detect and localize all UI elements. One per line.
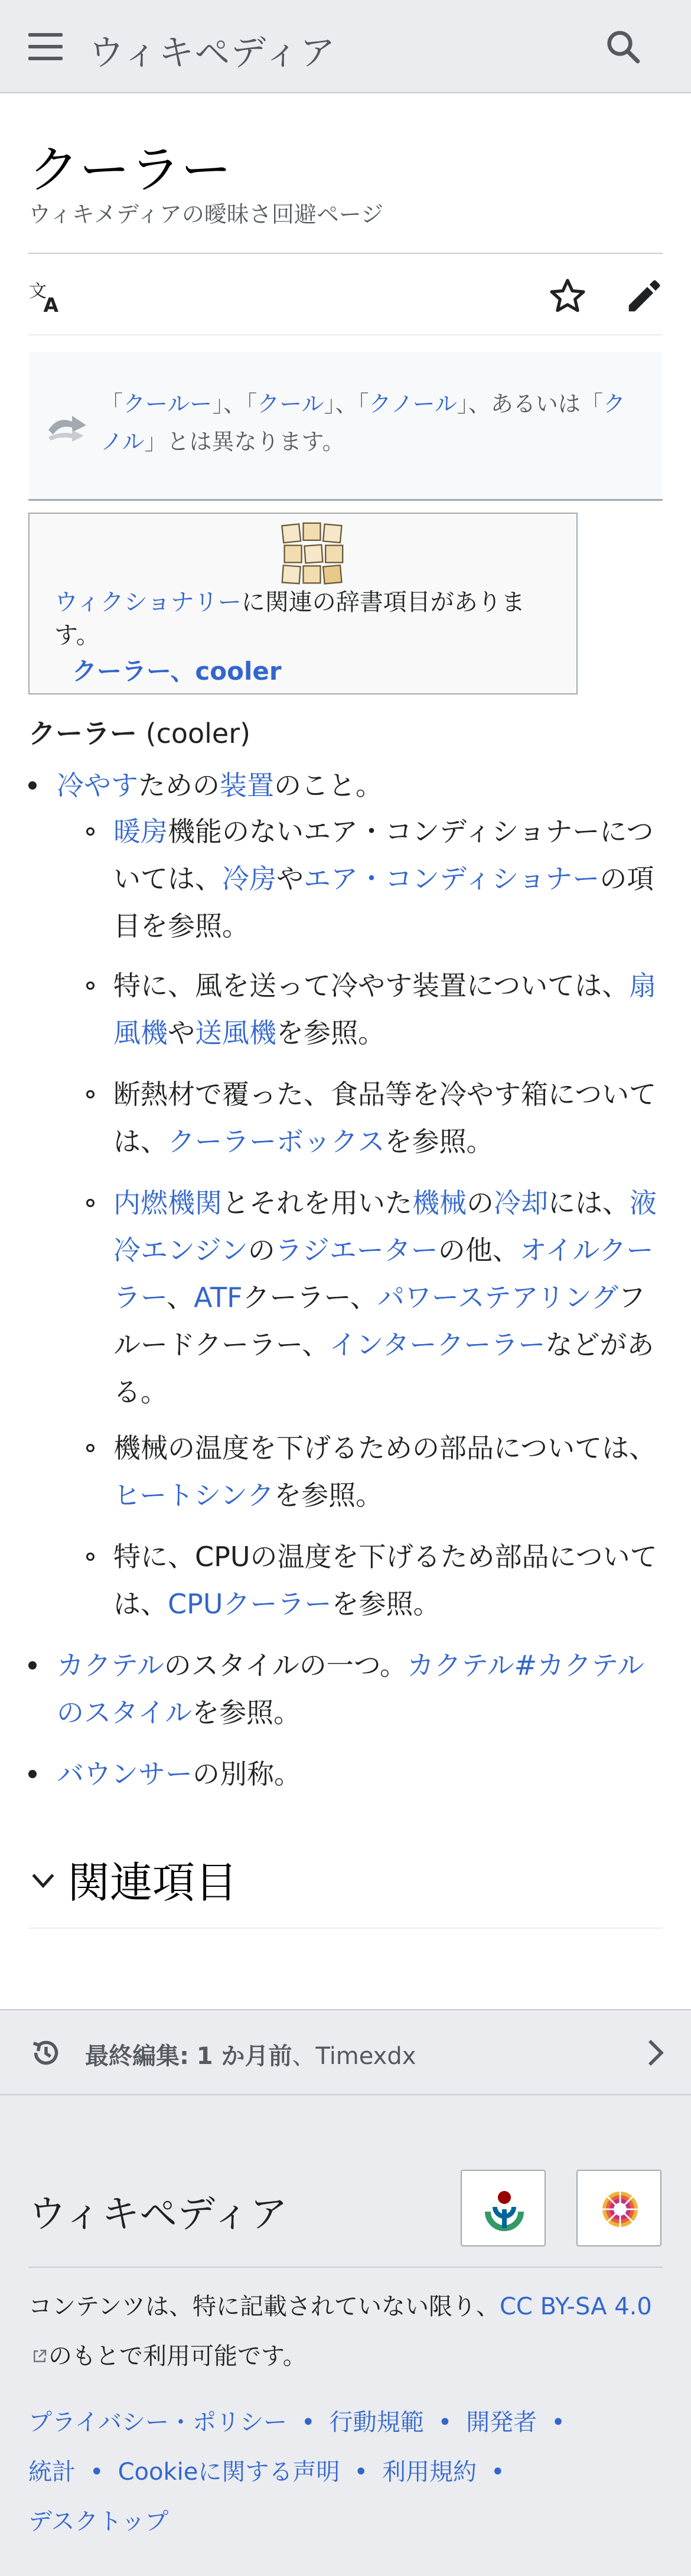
footer (0, 2095, 691, 2576)
link-hiyasu[interactable]: 冷やす (57, 769, 138, 801)
footer-link-terms[interactable]: 利用規約 (382, 2458, 477, 2486)
link-oil-cooler[interactable]: オイルクーラー (113, 1234, 654, 1313)
link-liquid-cooled-engine[interactable]: 液冷エンジン (113, 1187, 657, 1266)
list-item: 特に、風を送って冷やす装置については、扇風機や送風機を参照。 (113, 970, 657, 1049)
footer-link-desktop[interactable]: デスクトップ (28, 2508, 169, 2535)
lead-sentence: クーラー (cooler) (28, 718, 251, 749)
list-item: 暖房機能のないエア・コンディショナーについては、冷房やエア・コンディショナーの項目を参照。 (113, 816, 654, 942)
bullet (28, 781, 37, 790)
section-heading-related[interactable]: 関連項目 (67, 1858, 238, 1907)
separator-dot: • (551, 2409, 565, 2436)
wiktionary-terms: クーラー、cooler (72, 657, 282, 686)
wiktionary-box (28, 513, 578, 694)
bullet (86, 1553, 94, 1561)
link-knoru[interactable]: クノル (100, 391, 625, 455)
link-souchi[interactable]: 装置 (220, 769, 274, 801)
svg-text:A: A (43, 293, 59, 317)
wiktionary-term-cooler-en[interactable]: cooler (195, 657, 282, 686)
link-knorr[interactable]: クノール (369, 391, 457, 417)
footer-link-code-of-conduct[interactable]: 行動規範 (329, 2409, 424, 2436)
list-item: 特に、CPUの温度を下げるため部品については、CPUクーラーを参照。 (113, 1541, 657, 1620)
mediawiki-badge[interactable] (576, 2170, 661, 2246)
link-nainen-kikan[interactable]: 内燃機関 (113, 1187, 222, 1219)
bullet (86, 1090, 94, 1098)
separator-dot: • (90, 2458, 104, 2486)
disambiguation-arrows-icon (46, 406, 89, 444)
divider (28, 1928, 663, 1929)
page-subtitle: ウィキメディアの曖昧さ回避ページ (28, 201, 384, 227)
link-reikyaku[interactable]: 冷却 (494, 1187, 548, 1219)
chevron-down-icon[interactable] (28, 1865, 58, 1894)
link-reibou[interactable]: 冷房 (222, 863, 276, 895)
disambiguation-hatnote (28, 352, 663, 501)
search-icon[interactable] (604, 27, 643, 66)
list-item: 内燃機関とそれを用いた機械の冷却には、液冷エンジンのラジエーターの他、オイルクーラー、ATFクーラー、パワーステアリングフルードクーラー、インタークーラーなどがある。 (113, 1187, 657, 1408)
link-cocktail[interactable]: カクテル (57, 1649, 164, 1681)
history-icon (28, 2035, 64, 2070)
license-notice: コンテンツは、特に記載されていない限り、CC BY-SA 4.0のもとで利用可能です。 (28, 2293, 652, 2370)
site-brand[interactable]: ウィキペディア (89, 32, 336, 74)
list-item: バウンサーの別称。 (57, 1758, 301, 1790)
bullet (28, 1770, 37, 1778)
link-kikai[interactable]: 機械 (412, 1187, 467, 1219)
list-item: 機械の温度を下げるための部品については、ヒートシンクを参照。 (113, 1432, 657, 1511)
link-danbou[interactable]: 暖房 (113, 816, 168, 847)
separator-dot: • (354, 2458, 368, 2486)
bullet (86, 982, 94, 990)
pencil-icon[interactable] (624, 275, 665, 317)
link-atf[interactable]: ATF (194, 1282, 243, 1313)
list-item: 冷やすための装置のこと。 (57, 769, 383, 801)
mediawiki-icon (597, 2186, 644, 2233)
link-heatsink[interactable]: ヒートシンク (113, 1479, 275, 1511)
top-bar (0, 0, 691, 93)
last-edited-text: 最終編集: 1 か月前、Timexdx (85, 2043, 416, 2070)
separator-dot: • (438, 2409, 452, 2436)
last-edited-bar[interactable] (0, 2009, 691, 2095)
link-senpuuki[interactable]: 扇風機 (113, 970, 657, 1049)
link-cpu-cooler[interactable]: CPUクーラー (168, 1588, 332, 1620)
link-intercooler[interactable]: インタークーラー (329, 1329, 546, 1361)
divider (28, 253, 663, 254)
footer-link-developers[interactable]: 開発者 (466, 2409, 537, 2436)
hamburger-menu-icon[interactable] (28, 33, 63, 60)
link-bouncer[interactable]: バウンサー (57, 1758, 193, 1790)
footer-link-privacy[interactable]: プライバシー・ポリシー (28, 2409, 287, 2436)
separator-dot: • (490, 2458, 505, 2486)
chevron-right-icon (638, 2035, 673, 2070)
bullet (86, 1199, 94, 1207)
list-item: カクテルのスタイルの一つ。カクテル#カクテルのスタイルを参照。 (57, 1649, 644, 1729)
external-link-icon (31, 2347, 48, 2365)
link-soufuuki[interactable]: 送風機 (195, 1017, 276, 1049)
bullet (28, 1661, 37, 1669)
bullet (86, 1444, 94, 1452)
link-cocktail-style[interactable]: カクテル#カクテルのスタイル (57, 1649, 644, 1729)
svg-text:文: 文 (28, 281, 47, 302)
language-icon[interactable] (27, 278, 66, 317)
wiktionary-term-cooler-ja[interactable]: クーラー (72, 657, 171, 686)
link-kuru-u[interactable]: クールー (123, 391, 213, 417)
link-power-steering[interactable]: パワーステアリング (377, 1282, 618, 1313)
link-radiator[interactable]: ラジエーター (275, 1234, 438, 1266)
footer-links (28, 2398, 672, 2546)
link-kuru[interactable]: クール (257, 391, 324, 417)
list-item: 断熱材で覆った、食品等を冷やす箱については、クーラーボックスを参照。 (113, 1078, 657, 1157)
wikimedia-foundation-icon (481, 2186, 528, 2233)
link-cooler-box[interactable]: クーラーボックス (168, 1126, 385, 1157)
footer-link-cookie[interactable]: Cookieに関する声明 (118, 2458, 340, 2486)
wiktionary-logo-icon (278, 520, 346, 588)
footer-link-statistics[interactable]: 統計 (28, 2458, 76, 2486)
bullet (86, 827, 94, 836)
license-link[interactable]: CC BY-SA 4.0 (500, 2293, 652, 2320)
footer-brand: ウィキペディア (28, 2193, 288, 2236)
page-title: クーラー (28, 141, 232, 200)
divider (28, 2267, 663, 2268)
divider (28, 334, 663, 335)
wiktionary-link[interactable]: ウィクショナリー (54, 589, 242, 616)
star-icon[interactable] (548, 276, 587, 315)
wiktionary-text: ウィクショナリーに関連の辞書項目がありま す。 (54, 589, 525, 649)
wikimedia-foundation-badge[interactable] (461, 2170, 546, 2246)
hatnote-text: 「クールー」、「クール」、「クノール」、あるいは「クノル」とは異なります。 (100, 391, 625, 455)
link-air-conditioner[interactable]: エア・コンディショナー (304, 863, 600, 895)
separator-dot: • (301, 2409, 315, 2436)
